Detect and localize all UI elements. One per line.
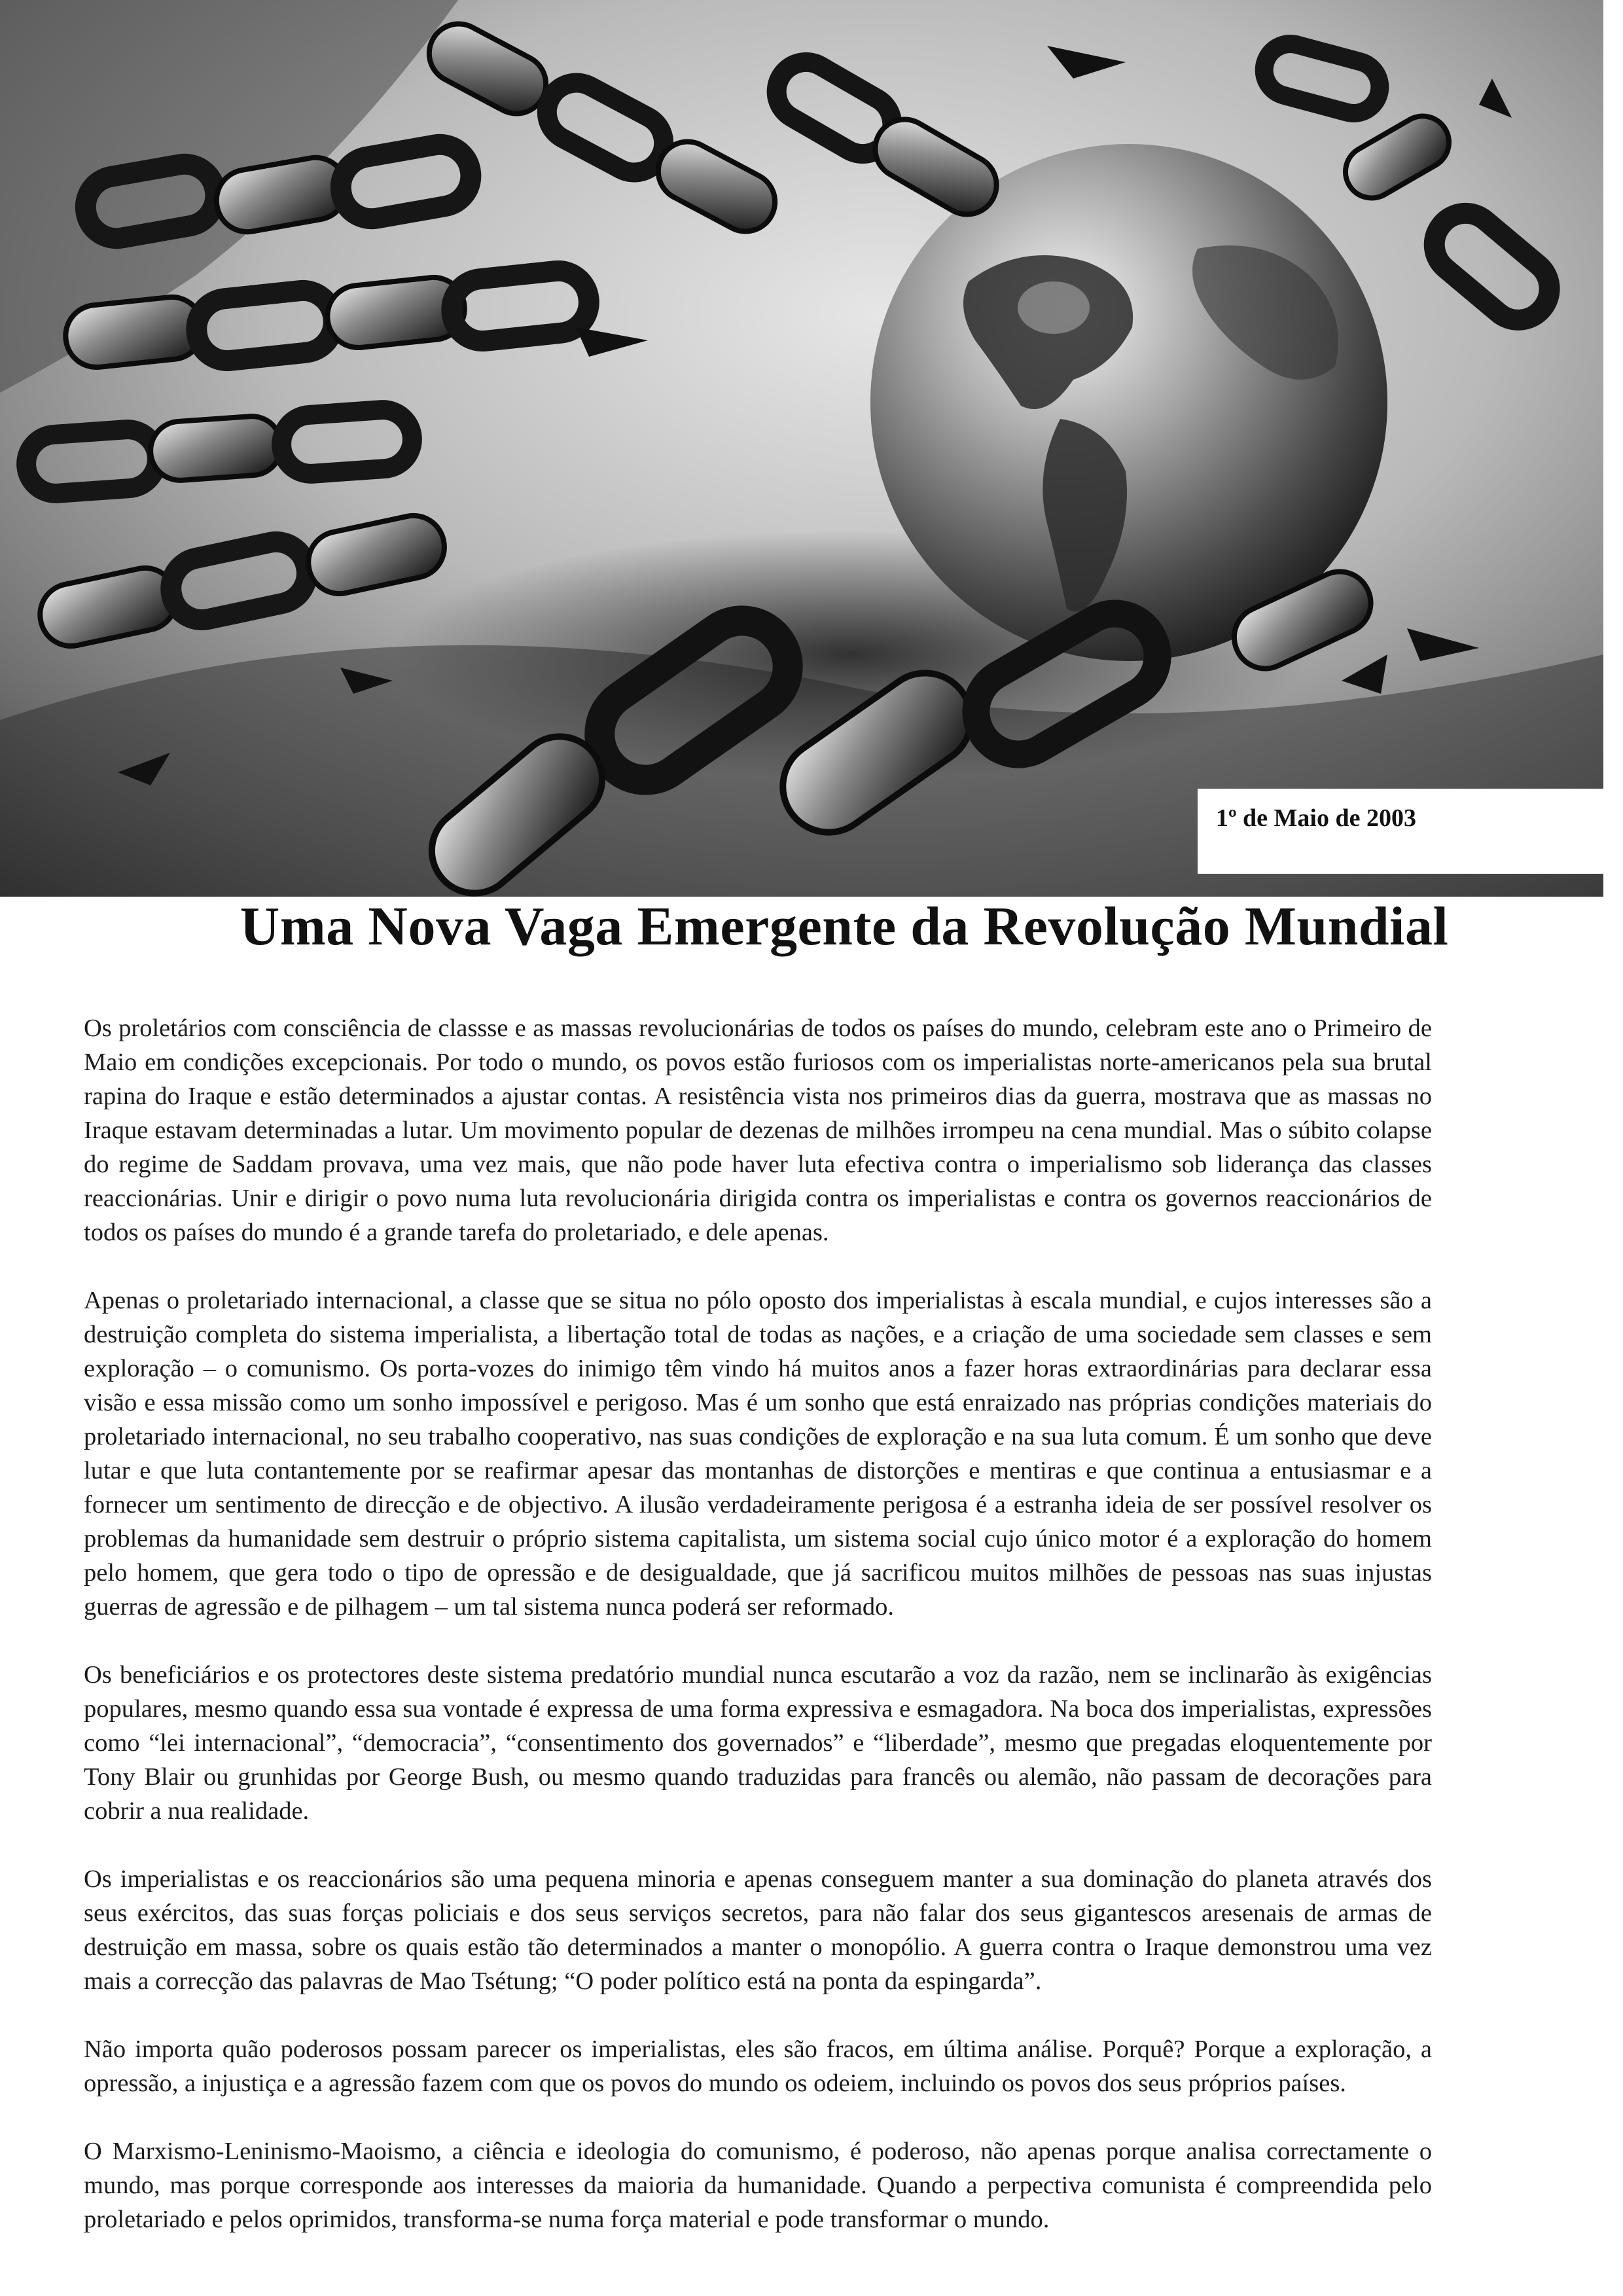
paragraph-4: Os imperialistas e os reaccionários são uma pequena minoria e apenas conseguem manter a sua dominação do planeta através dos seus exércitos, das suas forças policiais e dos seus serviços secretos, para não falar dos seus gigantescos aresenais de armas de destruição em massa, sobre os quais estão tão determinados a manter o monopólio. A guerra contra o Iraque demonstrou uma vez mais a correcção das palavras de Mao Tsétung; “O poder político está na ponta da espingarda”. (84, 1865, 1432, 1995)
paragraph-3: Os beneficiários e os protectores deste sistema predatório mundial nunca escutarão a voz da razão, nem se inclinarão às exigências populares, mesmo quando essa sua vontade é expressa de uma forma expressiva e esmagadora. Na boca dos imperialistas, expressões como “lei internacional”, “democracia”, “consentimento dos governados” e “liberdade”, mesmo que pregadas eloquentemente por Tony Blair ou grunhidas por George Bush, ou mesmo quando traduzidas para francês ou alemão, não passam de decorações para cobrir a nua realidade. (84, 1661, 1432, 1825)
paragraph-1: Os proletários com consciência de classse e as massas revolucionárias de todos os países do mundo, celebram este ano o Primeiro de Maio em condições excepcionais. Por todo o mundo, os povos estão furiosos com os imperialistas norte-americanos pela sua brutal rapina do Iraque e estão determinados a ajustar contas. A resistência vista nos primeiros dias da guerra, mostrava que as massas no Iraque estavam determinadas a lutar. Um movimento popular de dezenas de milhões irrompeu na cena mundial. Mas o súbito colapse do regime de Saddam provava, uma vez mais, que não pode haver luta efectiva contra o imperialismo sob liderança das classes reaccionárias. Unir e dirigir o povo numa luta revolucionária dirigida contra os imperialistas e contra os governos reaccionários de todos os países do mundo é a grande tarefa do proletariado, e dele apenas. (84, 1014, 1432, 1246)
paragraph-6: O Marxismo-Leninismo-Maoismo, a ciência e ideologia do comunismo, é poderoso, não apenas porque analisa correctamente o mundo, mas porque corresponde aos interesses da maioria da humanidade. Quando a perpectiva comunista é compreendida pelo proletariado e pelos oprimidos, transforma-se numa força material e pode transformar o mundo. (84, 2138, 1432, 2233)
paragraph-2: Apenas o proletariado internacional, a classe que se situa no pólo oposto dos imperialistas à escala mundial, e cujos interesses são a destruição completa do sistema imperialista, a libertação total de todas as nações, e a criação de uma sociedade sem classes e sem exploração – o comunismo. Os porta-vozes do inimigo têm vindo há muitos anos a fazer horas extraordinárias para declarar essa visão e essa missão como um sonho impossível e perigoso. Mas é um sonho que está enraizado nas próprias condições materiais do proletariado internacional, no seu trabalho cooperativo, nas suas condições de exploração e na sua luta comum. É um sonho que deve lutar e que luta contantemente por se reafirmar apesar das montanhas de distorções e mentiras e que continua a entusiasmar e a fornecer um sentimento de direcção e de objectivo. A ilusão verdadeiramente perigosa é a estranha ideia de ser possível resolver os problemas da humanidade sem destruir o próprio sistema capitalista, um sistema social cujo único motor é a exploração do homem pelo homem, que gera todo o tipo de opressão e de desigualdade, que já sacrificou muitos milhões de pessoas nas suas injustas guerras de agressão e de pilhagem – um tal sistema nunca poderá ser reformado. (84, 1287, 1432, 1621)
header-illustration (0, 0, 1603, 897)
globe-with-broken-chains-image (0, 0, 1603, 897)
article-body (84, 1011, 1432, 2270)
paragraph-5: Não importa quão poderosos possam parecer os imperialistas, eles são fracos, em última análise. Porquê? Porque a exploração, a opressão, a injustiça e a agressão fazem com que os povos do mundo os odeiem, incluindo os povos dos seus próprios países. (84, 2036, 1432, 2097)
issue-date: 1º de Maio de 2003 (1216, 804, 1416, 832)
page-title: Uma Nova Vaga Emergente da Revolução Mundial (240, 896, 1449, 957)
